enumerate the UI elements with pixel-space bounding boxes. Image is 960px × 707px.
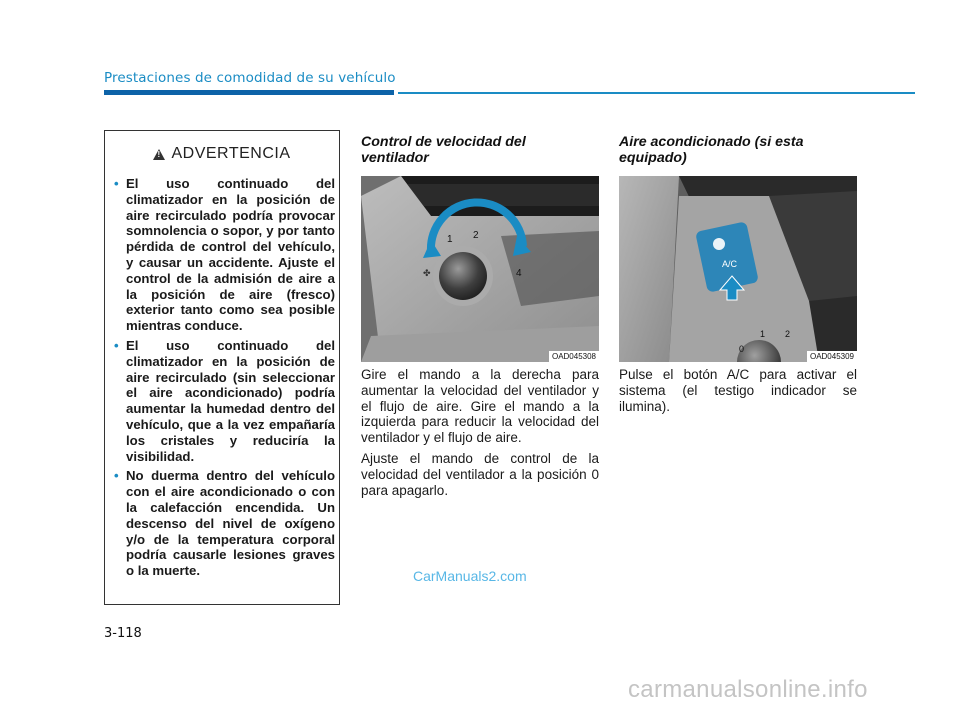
- ac-image-code: OAD045309: [807, 351, 857, 362]
- fan-dial-number: 4: [516, 268, 522, 279]
- warning-triangle-icon: [153, 149, 165, 160]
- fan-dial-number: 1: [447, 234, 453, 245]
- warning-item-text: El uso continuado del climatizador en la posición de aire recirculado podría provocar somnolencia o sopor, y por tanto pérdida de control del vehículo, y causar un accidente. Ajuste el control de la admisión de aire a la posición de aire (fresco) exterior tanto como sea posible mientras conduce.: [126, 176, 335, 334]
- header-rule-light: [398, 92, 915, 94]
- bullet-icon: •: [114, 337, 119, 353]
- warning-item-text: El uso continuado del climatizador en la posición de aire recirculado (sin seleccionar el aire acondicionado) podría aumentar la humedad dentro del vehículo, que a la vez empañaría los cristales y reduciría la visibilidad.: [126, 337, 335, 464]
- fan-control-photo: [361, 176, 599, 362]
- fan-section-title: Control de velocidad del ventilador: [361, 134, 526, 166]
- bullet-icon: •: [114, 468, 119, 484]
- ac-button-photo: [619, 176, 857, 362]
- ac-paragraph: Pulse el botón A/C para activar el sistema (el testigo indicador se ilumina).: [619, 367, 857, 414]
- warning-heading-label: ADVERTENCIA: [171, 145, 291, 162]
- ac-button-illustration: [619, 176, 857, 362]
- ac-dial-number: 0: [739, 344, 745, 354]
- warning-item: [113, 468, 335, 579]
- header-rule-dark: [104, 90, 394, 95]
- page-number: 3-118: [104, 626, 142, 641]
- fan-image-code: OAD045308: [549, 351, 599, 362]
- ac-section-title: Aire acondicionado (si esta equipado): [619, 134, 804, 166]
- fan-symbol-icon: ✤: [423, 269, 431, 279]
- fan-paragraph: Ajuste el mando de control de la velocidad del ventilador a la posición 0 para apagarlo.: [361, 450, 599, 498]
- footer-watermark: carmanualsonline.info: [628, 676, 868, 703]
- warning-box: [104, 130, 340, 605]
- warning-item: [113, 338, 335, 464]
- ac-dial-number: 1: [760, 329, 766, 339]
- warning-item: [113, 176, 335, 334]
- warning-list: [113, 176, 335, 583]
- section-header-title: Prestaciones de comodidad de su vehículo: [104, 70, 396, 86]
- bullet-icon: •: [114, 176, 119, 191]
- fan-body: [361, 367, 599, 503]
- ac-dial-number: 2: [785, 329, 791, 339]
- ac-body: [619, 367, 857, 419]
- fan-dial-number: 2: [473, 230, 479, 241]
- ac-button-label: A/C: [722, 259, 738, 269]
- fan-dial-illustration: [361, 176, 599, 362]
- fan-paragraph: Gire el mando a la derecha para aumentar la velocidad del ventilador y el flujo de aire. Gire el mando a la izquierda para reducir la velocidad del ventilador y el flujo de aire.: [361, 367, 599, 446]
- warning-heading: [105, 131, 339, 177]
- watermark-link[interactable]: CarManuals2.com: [413, 568, 527, 584]
- warning-item-text: No duerma dentro del vehículo con el aire acondicionado o con la calefacción encendida. Un descenso del nivel de oxígeno y/o de la temperatura corporal podría causarle lesiones graves o la muerte.: [126, 468, 335, 579]
